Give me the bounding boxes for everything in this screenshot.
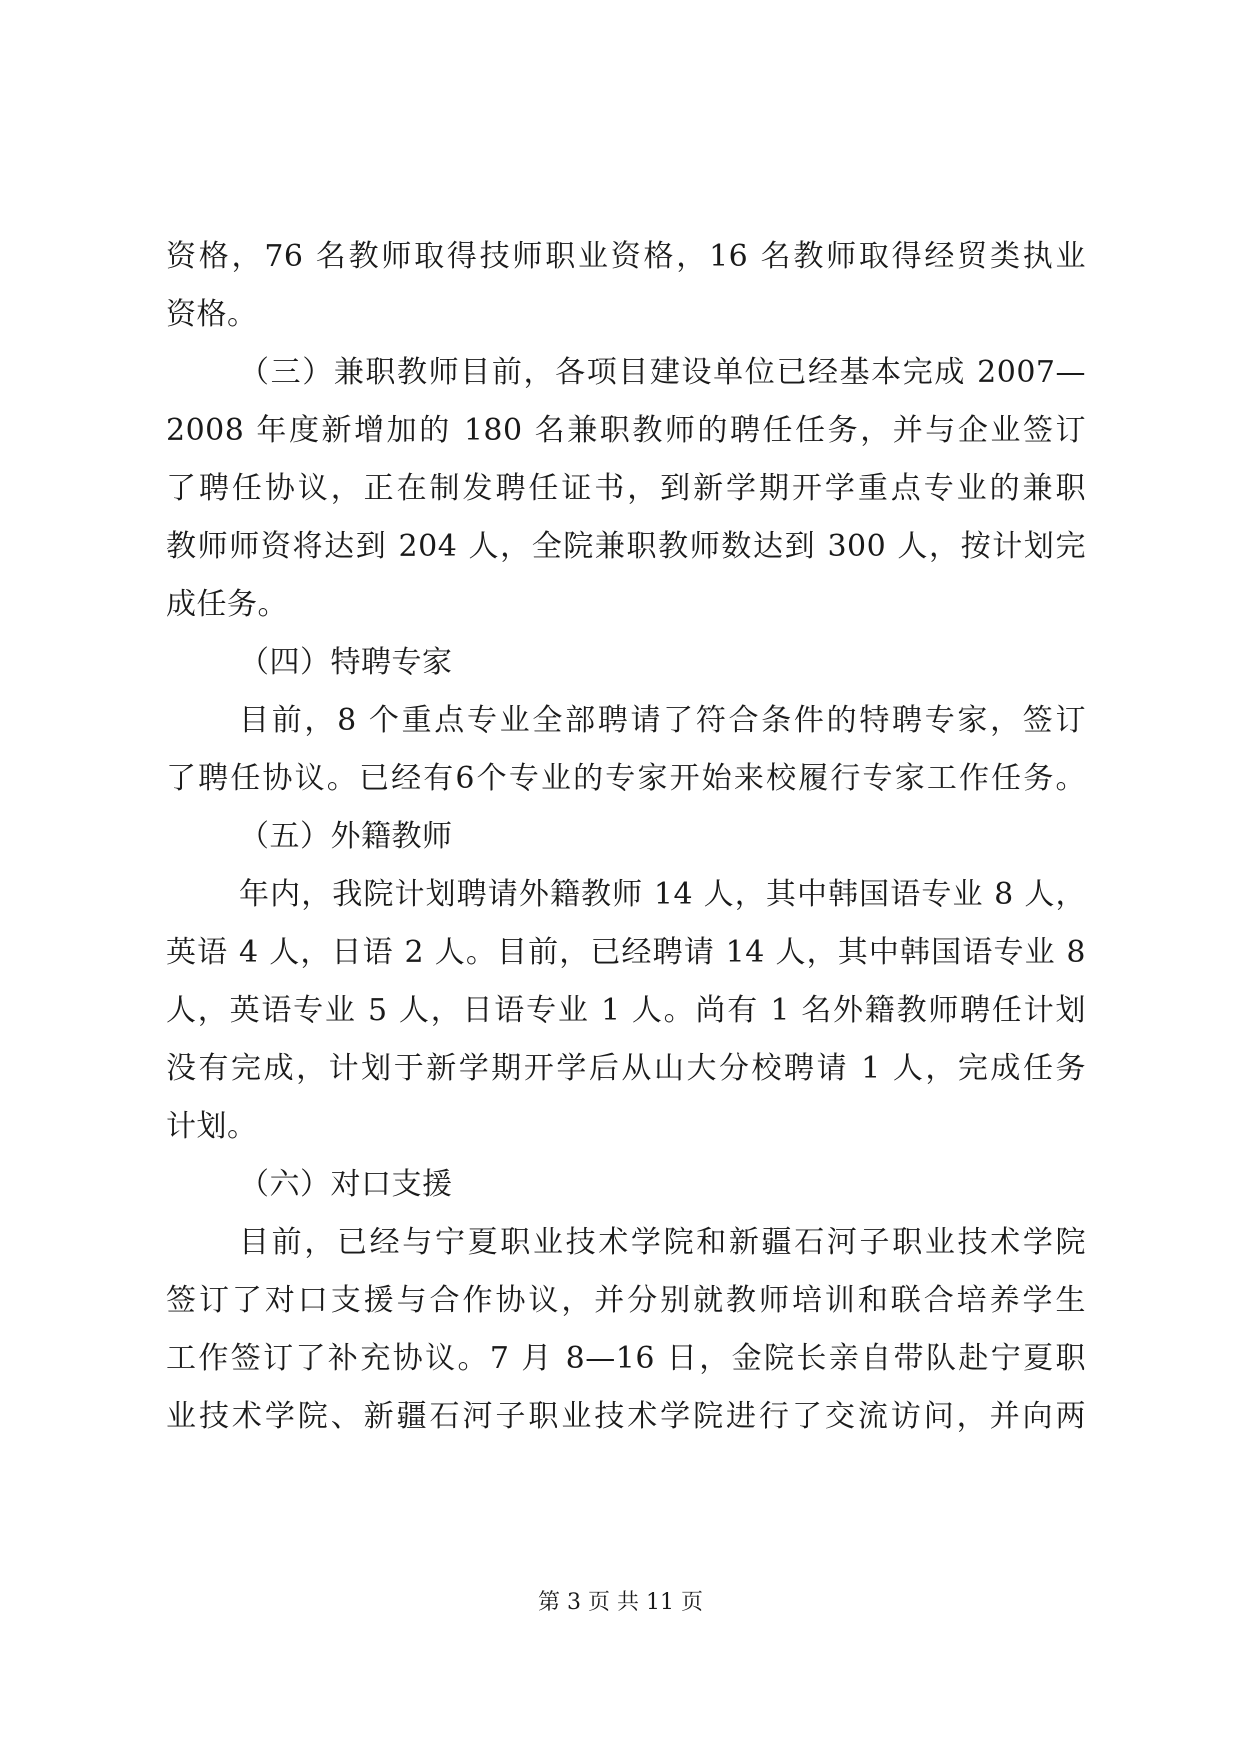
text-line: 了聘任协议，正在制发聘任证书，到新学期开学重点专业的兼职 [166,471,1086,506]
text-line: 工作签订了补充协议。7 月 8—16 日，金院长亲自带队赴宁夏职 [166,1341,1086,1376]
page-number-footer: 第 3 页 共 11 页 [538,1590,703,1615]
text-line: 成任务。 [166,587,288,622]
section-heading-4: （四）特聘专家 [239,645,453,680]
text-line: 签订了对口支援与合作协议，并分别就教师培训和联合培养学生 [166,1283,1086,1318]
text-line: 目前，已经与宁夏职业技术学院和新疆石河子职业技术学院 [239,1225,1086,1260]
text-line: 教师师资将达到 204 人，全院兼职教师数达到 300 人，按计划完 [166,529,1086,564]
text-line: 没有完成，计划于新学期开学后从山大分校聘请 1 人，完成任务 [166,1051,1086,1086]
text-line: 业技术学院、新疆石河子职业技术学院进行了交流访问，并向两 [166,1399,1086,1434]
text-line: 人，英语专业 5 人，日语专业 1 人。尚有 1 名外籍教师聘任计划 [166,993,1086,1028]
text-line: 计划。 [166,1109,258,1144]
text-line: 英语 4 人，日语 2 人。目前，已经聘请 14 人，其中韩国语专业 8 [166,935,1086,970]
text-line: 了聘任协议。已经有6个专业的专家开始来校履行专家工作任务。 [166,761,1086,796]
section-heading-5: （五）外籍教师 [239,819,453,854]
text-line: 年内，我院计划聘请外籍教师 14 人，其中韩国语专业 8 人， [239,877,1086,912]
section-heading-3: （三）兼职教师目前，各项目建设单位已经基本完成 2007— [239,355,1086,390]
body-text [166,228,1086,1446]
section-heading-6: （六）对口支援 [239,1167,453,1202]
text-line: 2008 年度新增加的 180 名兼职教师的聘任任务，并与企业签订 [166,413,1086,448]
text-line: 目前，8 个重点专业全部聘请了符合条件的特聘专家，签订 [239,703,1086,738]
text-line: 资格。 [166,297,258,332]
text-line: 资格，76 名教师取得技师职业资格，16 名教师取得经贸类执业 [166,239,1086,274]
